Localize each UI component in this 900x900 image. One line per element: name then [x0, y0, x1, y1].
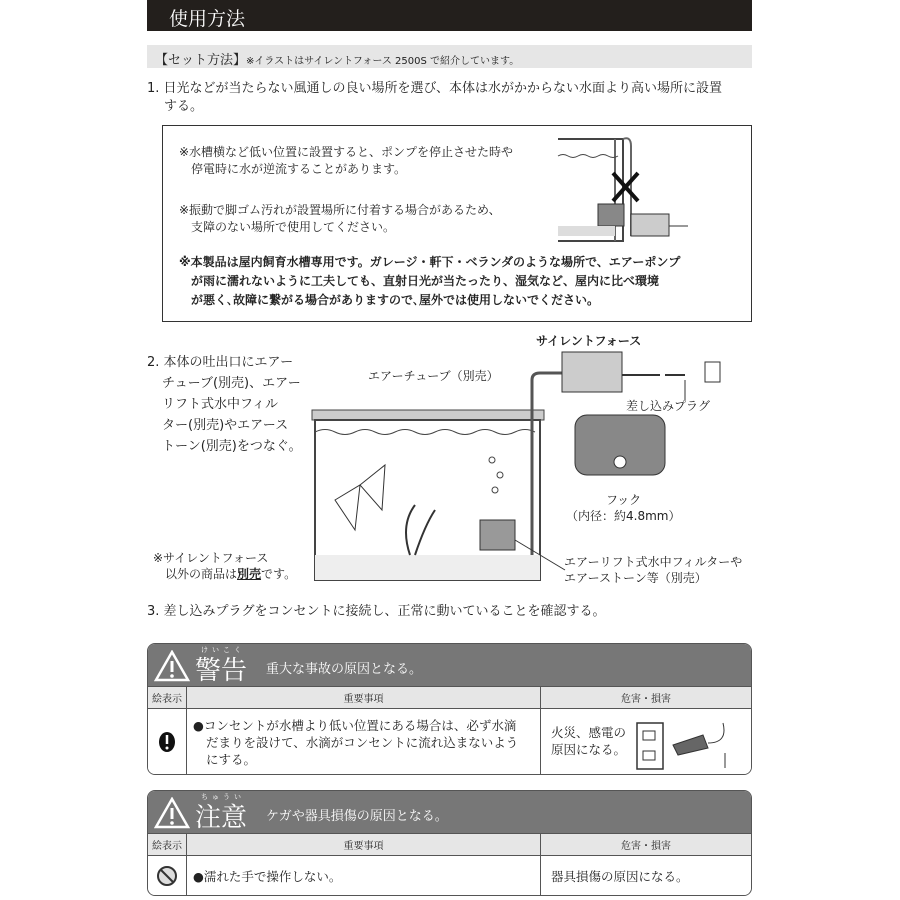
sold-separately-note: [153, 550, 296, 582]
table-row: [148, 709, 751, 775]
notice-line: ※本製品は屋内飼育水槽専用です。ガレージ・軒下・ベランダのような場所で、エアーポンプ: [179, 255, 681, 269]
notice-box: [162, 125, 752, 322]
x-mark-icon: [613, 173, 638, 201]
notice-line: ※振動で脚ゴム汚れが設置場所に付着する場合があるため、: [179, 203, 501, 217]
harm-cell: 器具損傷の原因になる。: [551, 868, 689, 884]
hook-size-label: （内径：約4.8mm）: [566, 509, 681, 523]
setup-title: 【セット方法】: [155, 53, 247, 68]
pump-label: サイレントフォース: [536, 334, 642, 348]
hook-label: フック: [606, 493, 642, 507]
note-line: ※サイレントフォース: [153, 551, 269, 565]
step-2: [147, 352, 302, 457]
step-2-line: 2. 本体の吐出口にエアー: [147, 355, 294, 370]
step-2-line: ター(別売)やエアース: [162, 418, 289, 433]
col-important: 重要事項: [187, 834, 541, 855]
warning-triangle-icon: [154, 797, 190, 829]
warning-subtitle: 重大な事故の原因となる。: [266, 662, 423, 677]
harm-line: 原因になる。: [551, 742, 627, 757]
notice-line: が悪く､故障に繋がる場合がありますので､屋外では使用しないでください。: [191, 293, 600, 307]
item-line: だまりを設けて、水滴がコンセントに流れ込まないよう: [206, 735, 519, 750]
column-headers: [148, 686, 751, 709]
harm-line: 火災、感電の: [551, 725, 627, 740]
no-wet-hands-icon: [148, 856, 187, 896]
step-1-line: 1. 日光などが当たらない風通しの良い場所を選び、本体は水がかからない水面より高い場所に設置: [147, 81, 723, 96]
item-line: ●コンセントが水槽より低い位置にある場合は、必ず水滴: [193, 718, 517, 733]
warning-ruby: けいこく: [201, 646, 245, 654]
col-important: 重要事項: [187, 687, 541, 708]
caution-title: 注意: [195, 803, 248, 833]
col-harm: 危害・損害: [621, 694, 671, 705]
filter-label-line: エアーリフト式水中フィルターや: [564, 555, 743, 569]
notice-3: [179, 253, 680, 310]
col-pictogram: 絵表示: [148, 687, 187, 708]
important-cell: [187, 709, 541, 775]
caution-subtitle: ケガや器具損傷の原因となる。: [266, 809, 448, 824]
page-header: [147, 0, 752, 31]
notice-line: が雨に濡れないように工夫しても、直射日光が当たったり、湿気など、屋内に比べ環境: [191, 274, 660, 288]
column-headers: [148, 833, 751, 856]
filter-label-line: エアーストーン等（別売）: [564, 571, 707, 585]
item-line: にする。: [206, 752, 257, 767]
important-cell: ●濡れた手で操作しない。: [187, 856, 541, 896]
outlet-plug-icon: [633, 713, 743, 771]
step-2-line: リフト式水中フィル: [162, 397, 278, 412]
warning-header: [148, 644, 751, 686]
caution-header: [148, 791, 751, 833]
col-harm: 危害・損害: [621, 841, 671, 852]
setup-note: ※イラストはサイレントフォース 2500S で紹介しています。: [246, 56, 520, 67]
note-text: です。: [261, 567, 297, 581]
setup-band: [147, 45, 752, 68]
step-1: [147, 80, 722, 116]
notice-1: [179, 144, 513, 178]
step-2-line: チューブ(別売)、エアー: [162, 376, 301, 391]
notice-line: 支障のない場所で使用してください。: [191, 220, 396, 234]
tube-label: エアーチューブ（別売）: [368, 369, 499, 383]
step-2-line: トーン(別売)をつなぐ。: [162, 439, 302, 454]
plug-label: 差し込みプラグ: [626, 399, 711, 413]
warning-title: 警告: [195, 656, 248, 686]
table-row: [148, 856, 751, 896]
notice-line: ※水槽横など低い位置に設置すると、ポンプを停止させた時や: [179, 145, 514, 159]
notice-line: 停電時に水が逆流することがあります。: [191, 162, 407, 176]
harm-cell: [541, 709, 751, 775]
mandatory-icon: [148, 709, 187, 775]
col-pictogram: 絵表示: [148, 834, 187, 855]
caution-ruby: ちゅうい: [201, 793, 245, 801]
caution-table: [147, 790, 752, 896]
wrong-placement-illustration: [553, 131, 693, 246]
notice-2: [179, 202, 501, 236]
note-text: 以外の商品は: [165, 567, 238, 581]
note-emphasis: 別売: [237, 567, 262, 581]
step-1-line: する。: [164, 99, 204, 114]
warning-triangle-icon: [154, 650, 190, 682]
step-3: 3. 差し込みプラグをコンセントに接続し、正常に動いていることを確認する。: [147, 604, 606, 619]
warning-table: [147, 643, 752, 775]
page-title: 使用方法: [169, 8, 246, 30]
filter-label: [564, 554, 742, 586]
